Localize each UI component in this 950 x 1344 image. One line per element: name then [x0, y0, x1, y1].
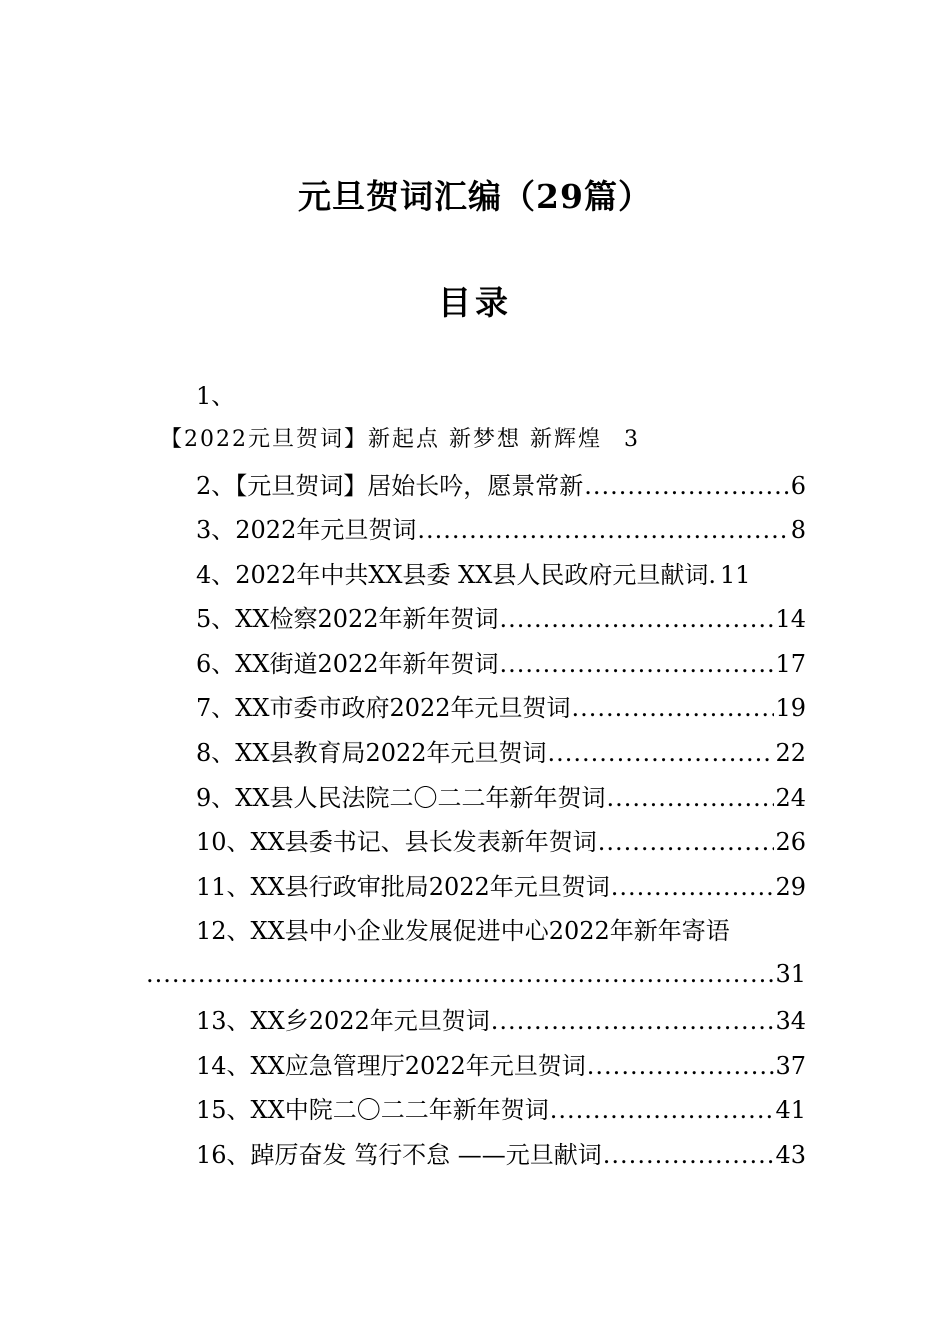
toc-entry-4[interactable]: [196, 559, 806, 591]
toc-leader-dots: [146, 958, 774, 990]
toc-entry-3[interactable]: [196, 514, 806, 546]
toc-entry-10[interactable]: [196, 826, 806, 858]
toc-entry-7[interactable]: [196, 692, 806, 724]
toc-leader-dots: [584, 470, 789, 502]
toc-entry-page: 8: [790, 516, 806, 544]
toc-entry-page: 34: [775, 1007, 806, 1035]
toc-entry-label: 13、XX乡2022年元旦贺词: [196, 1007, 490, 1035]
toc-entry-11[interactable]: [196, 871, 806, 903]
document-title: 元旦贺词汇编（29篇）: [298, 177, 652, 216]
toc-entry-label: 9、XX县人民法院二〇二二年新年贺词: [196, 784, 606, 812]
toc-entry-9[interactable]: [196, 782, 806, 814]
toc-heading: 目录: [438, 283, 512, 322]
toc-entry-page: 26: [775, 828, 806, 856]
toc-entry-label: 7、XX市委市政府2022年元旦贺词: [196, 694, 571, 722]
toc-entry-page: 17: [775, 650, 806, 678]
toc-entry-page: 41: [775, 1096, 806, 1124]
toc-entry-15[interactable]: [196, 1094, 806, 1126]
toc-entry-6[interactable]: [196, 648, 806, 680]
toc-entry-label: 4、2022年中共XX县委 XX县人民政府元旦献词.: [196, 561, 716, 589]
toc-leader-dots: [500, 648, 775, 680]
toc-entry-page: 43: [775, 1141, 806, 1169]
toc-entry-13[interactable]: [196, 1005, 806, 1037]
toc-leader-dots: [500, 603, 775, 635]
toc-entry-page: 31: [775, 960, 806, 988]
toc-entry-page: 22: [775, 739, 806, 767]
toc-entry-page: 3: [623, 427, 640, 452]
toc-entry-16[interactable]: [196, 1139, 806, 1171]
toc-entry-page: 29: [775, 873, 806, 901]
toc-entry-label: 10、XX县委书记、县长发表新年贺词: [196, 828, 597, 856]
toc-leader-dots: [550, 1094, 775, 1126]
toc-entry-label: 6、XX街道2022年新年贺词: [196, 650, 499, 678]
toc-entry-label: 3、2022年元旦贺词: [196, 516, 417, 544]
toc-entry-page: 19: [775, 694, 806, 722]
toc-leader-dots: [587, 1050, 775, 1082]
toc-entry-label: 12、XX县中小企业发展促进中心2022年新年寄语: [196, 917, 730, 945]
toc-leader-dots: [572, 692, 775, 724]
toc-entry-12[interactable]: [196, 915, 806, 947]
toc-entry-1-number[interactable]: [196, 380, 235, 412]
toc-entry-page: 11: [719, 561, 751, 589]
toc-entry-label: 8、XX县教育局2022年元旦贺词: [196, 739, 547, 767]
toc-entry-label: 14、XX应急管理厅2022年元旦贺词: [196, 1052, 586, 1080]
toc-entry-14[interactable]: [196, 1050, 806, 1082]
toc-leader-dots: [548, 737, 775, 769]
toc-entry-label: 5、XX检察2022年新年贺词: [196, 605, 499, 633]
toc-entry-label: 【2022元旦贺词】新起点 新梦想 新辉煌: [160, 427, 602, 452]
toc-entry-page: 37: [775, 1052, 806, 1080]
toc-leader-dots: [611, 871, 775, 903]
toc-entry-1[interactable]: [160, 424, 640, 456]
toc-entry-12-continuation[interactable]: [146, 958, 806, 990]
toc-entry-label: 15、XX中院二〇二二年新年贺词: [196, 1096, 549, 1124]
toc-entry-label: 2、【元旦贺词】居始长吟，愿景常新: [196, 472, 584, 500]
toc-entry-label: 16、踔厉奋发 笃行不怠 ——元旦献词: [196, 1141, 602, 1169]
toc-entry-page: 14: [775, 605, 806, 633]
toc-entry-2[interactable]: [196, 470, 806, 502]
toc-entry-page: 24: [775, 784, 806, 812]
toc-leader-dots: [606, 782, 774, 814]
toc-leader-dots: [603, 1139, 775, 1171]
toc-entry-5[interactable]: [196, 603, 806, 635]
toc-leader-dots: [417, 514, 789, 546]
toc-entry-label: 11、XX县行政审批局2022年元旦贺词: [196, 873, 610, 901]
toc-leader-dots: [598, 826, 775, 858]
toc-leader-dots: [491, 1005, 775, 1037]
toc-entry-8[interactable]: [196, 737, 806, 769]
toc-entry-page: 6: [790, 472, 806, 500]
toc-entry-number: 1、: [196, 382, 236, 410]
